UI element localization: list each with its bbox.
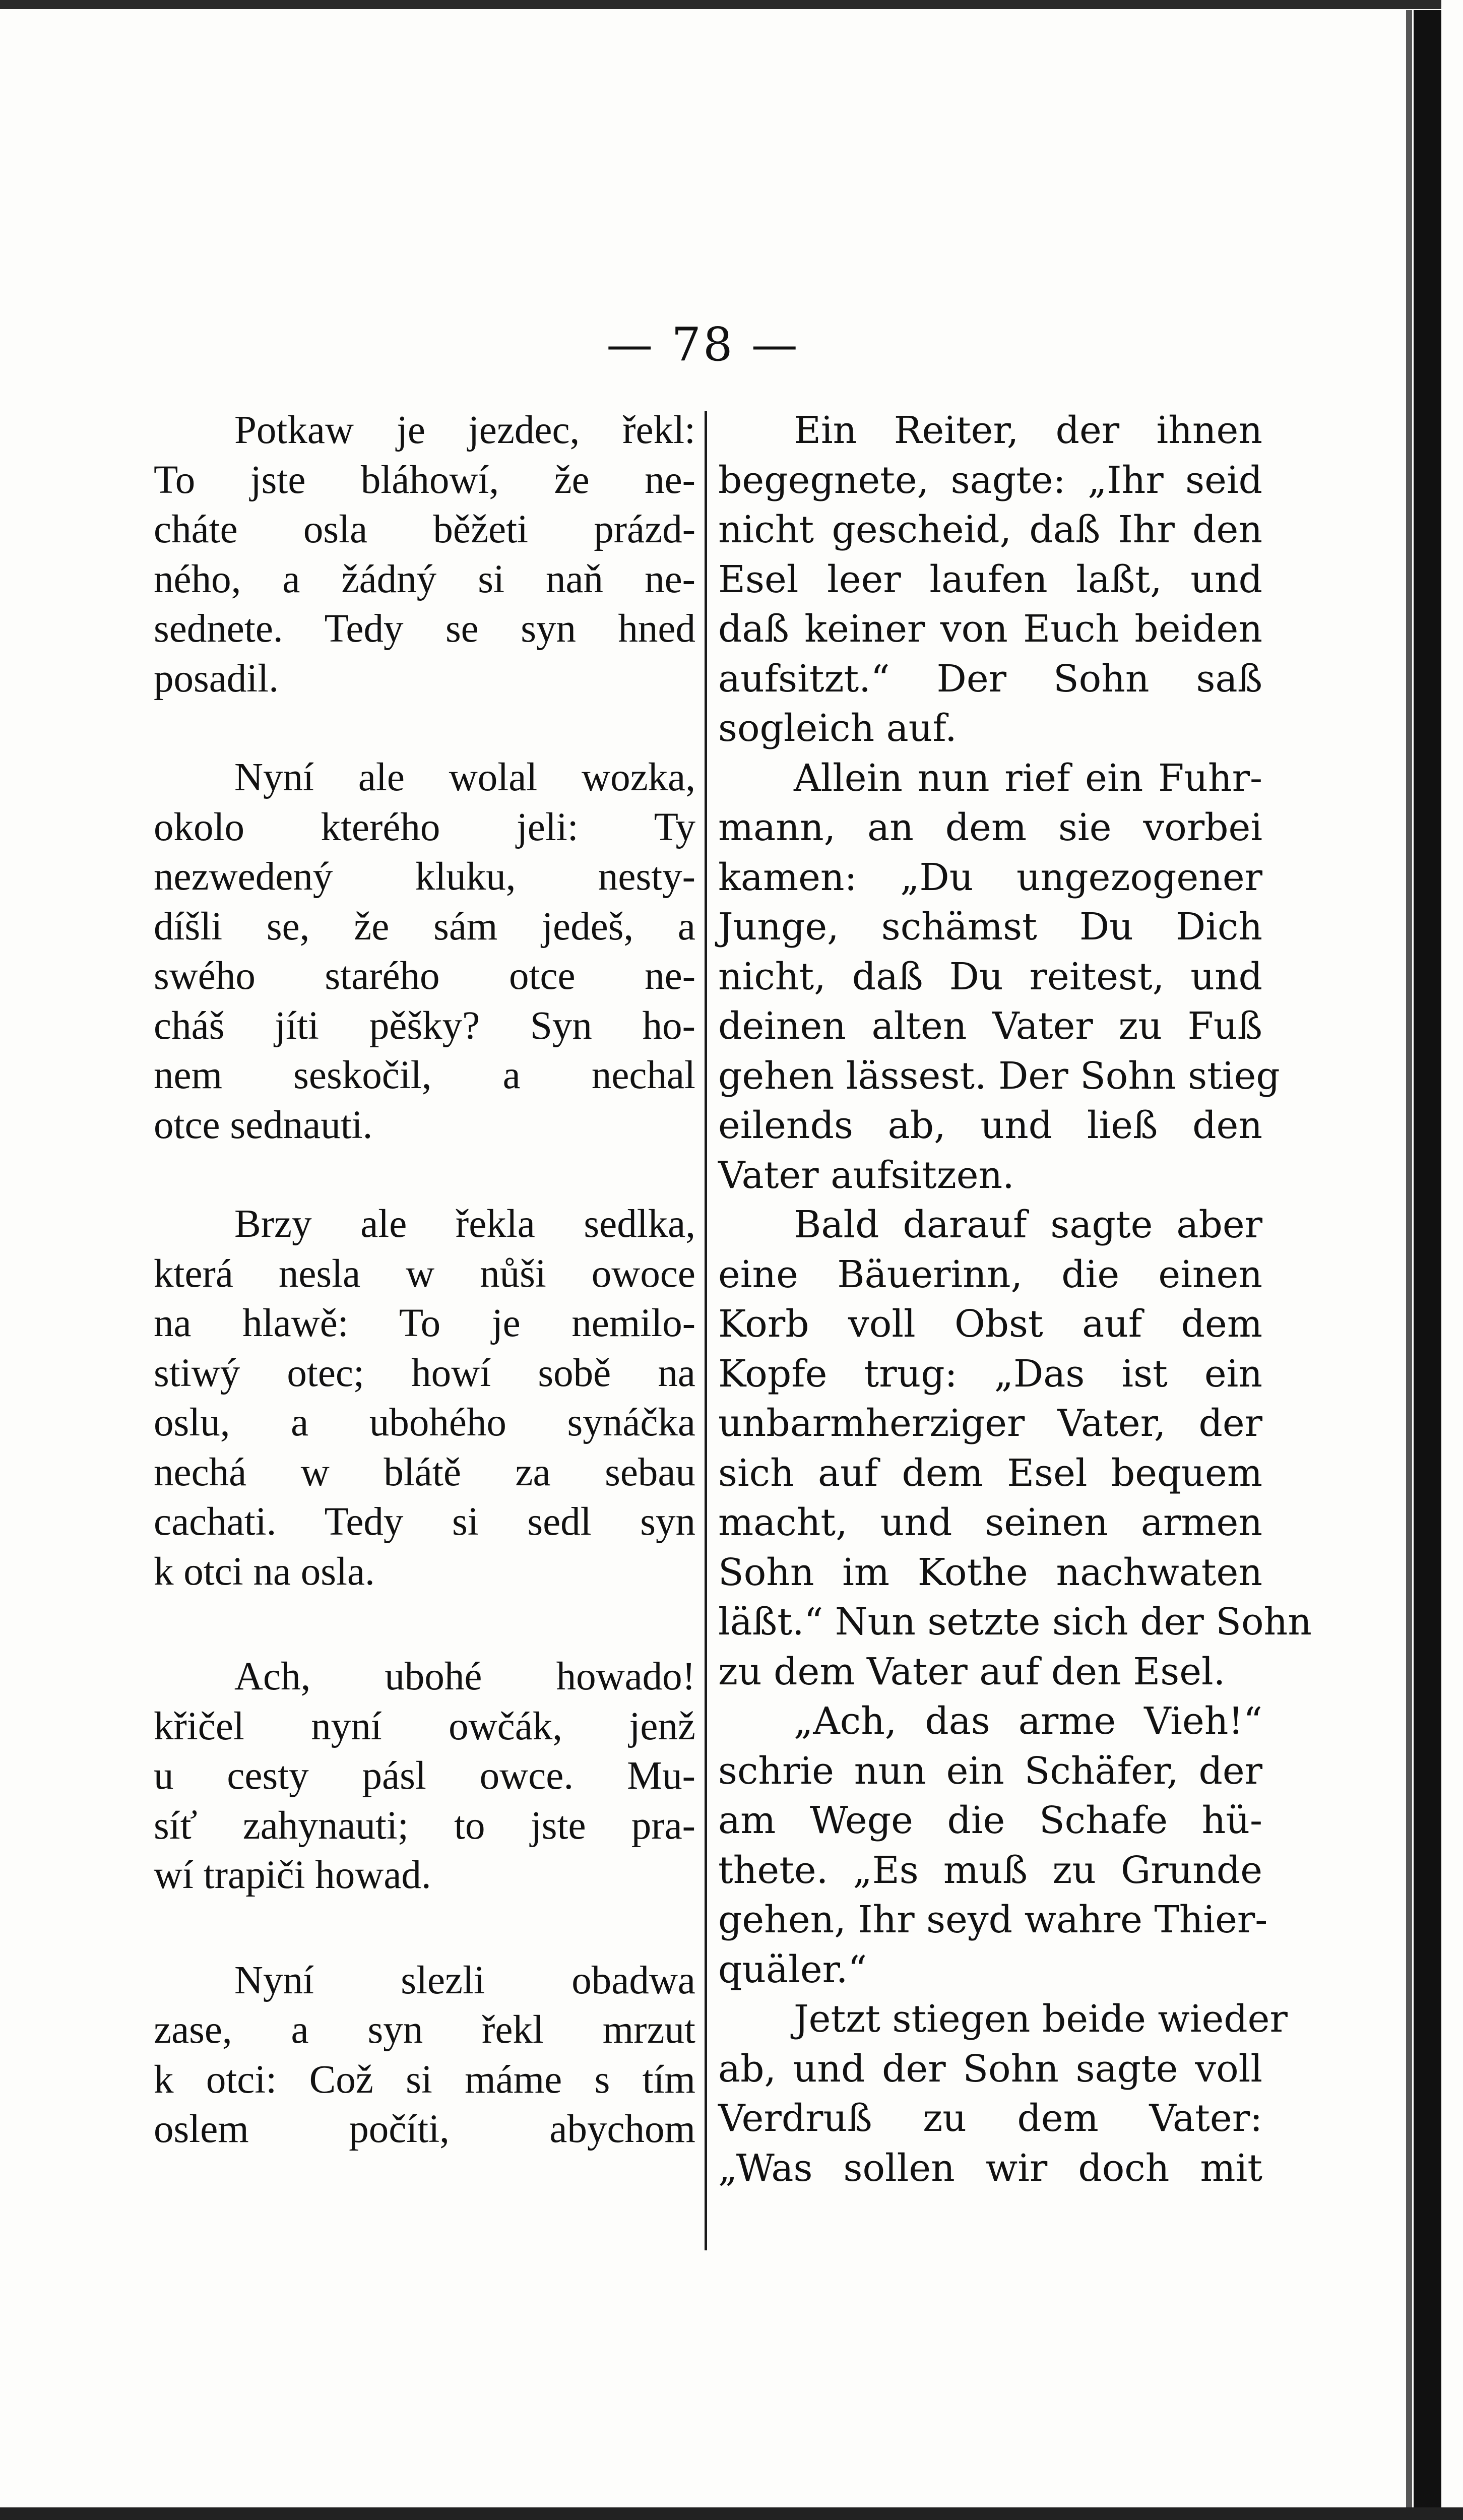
text-line: Potkaw je jezdec, řekl: [234,408,695,452]
text-line: Ein Reiter, der ihnen [794,409,1262,452]
text-line: cháte osla běžeti prázd- [154,508,695,551]
text-line: zu dem Vater auf den Esel. [718,1650,1226,1693]
text-line: díšli se, že sám jedeš, a [154,904,695,949]
text-line: nezwedený kluku, nesty- [154,855,695,899]
text-line: „Ach, das arme Vieh!“ [794,1699,1262,1743]
text-line: oslem počíti, abychom [154,2107,695,2151]
text-line: „Was sollen wir doch mit [718,2146,1262,2190]
scan-border-bottom [0,2507,1463,2520]
text-line: gehen lässest. Der Sohn stieg [718,1054,1280,1098]
text-line: Nyní slezli obadwa [234,1958,695,2002]
text-line: sogleich auf. [718,707,957,750]
german-column [718,406,1312,2193]
text-line: begegnete, sagte: „Ihr seid [718,458,1262,502]
german-paragraph-3 [718,1200,1312,1696]
german-paragraph-1 [718,406,1262,753]
text-line: nicht, daß Du reitest, und [718,955,1262,998]
text-line: Verdruß zu dem Vater: [718,2097,1262,2140]
text-line: síť zahynauti; to jste pra- [154,1803,695,1848]
text-line: Ach, ubohé howado! [234,1655,695,1698]
text-line: posadil. [154,656,279,701]
text-line: nem seskočil, a nechal [154,1053,695,1097]
text-line: nicht gescheid, daß Ihr den [718,508,1262,551]
text-line: cháš jíti pěšky? Syn ho- [154,1003,695,1048]
page-number: — 78 — [606,318,800,371]
text-line: Kopfe trug: „Das ist ein [718,1352,1262,1396]
czech-paragraph-1 [154,406,695,704]
text-line: Nyní ale wolal wozka, [234,755,695,799]
text-line: Allein nun rief ein Fuhr- [794,756,1262,800]
text-line: thete. „Es muß zu Grunde [718,1848,1262,1892]
text-line: stiwý otec; howí sobě na [154,1351,695,1395]
text-line: mann, an dem sie vorbei [718,806,1262,849]
text-line: okolo kterého jeli: Ty [154,805,695,849]
text-line: am Wege die Schafe hü- [718,1799,1262,1842]
text-line: Vater aufsitzen. [718,1153,1014,1197]
text-line: gehen, Ihr seyd wahre Thier- [718,1898,1268,1941]
text-line: läßt.“ Nun setzte sich der Sohn [718,1600,1312,1644]
text-line: schrie nun ein Schäfer, der [718,1749,1262,1793]
text-line: na hlawě: To je nemilo- [154,1301,695,1345]
text-line: swého starého otce ne- [154,954,695,998]
text-line: wí trapiči howad. [154,1853,431,1897]
text-line: eilends ab, und ließ den [718,1104,1262,1147]
text-line: otce sednauti. [154,1103,373,1147]
text-line: u cesty pásl owce. Mu- [154,1754,695,1798]
german-paragraph-2 [718,753,1280,1201]
text-line: quäler.“ [718,1947,867,1991]
text-line: aufsitzt.“ Der Sohn saß [718,657,1262,701]
text-line: k otci na osla. [154,1549,375,1594]
column-divider [705,411,707,2250]
text-line: křičel nyní owčák, jenž [154,1704,695,1748]
text-line: ab, und der Sohn sagte voll [718,2047,1262,2091]
text-line: To jste bláhowí, že ne- [154,458,695,502]
text-line: Esel leer laufen laßt, und [718,557,1262,601]
czech-paragraph-3 [154,1200,695,1597]
text-line: Sohn im Kothe nachwaten [718,1550,1262,1594]
text-line: cachati. Tedy si sedl syn [154,1500,695,1544]
text-line: macht, und seinen armen [718,1501,1262,1544]
text-line: Brzy ale řekla sedlka, [234,1202,695,1246]
text-line: Bald darauf sagte aber [794,1203,1262,1246]
text-line: Junge, schämst Du Dich [718,905,1262,949]
text-line: Korb voll Obst auf dem [718,1302,1262,1346]
text-line: která nesla w nůši owoce [154,1251,695,1296]
text-line: zase, a syn řekl mrzut [154,2008,695,2052]
scan-border-top [0,0,1441,9]
czech-paragraph-5 [154,1956,695,2155]
text-line: Jetzt stiegen beide wieder [794,1997,1288,2041]
text-line: deinen alten Vater zu Fuß [718,1004,1262,1048]
czech-column [154,406,695,2155]
text-line: unbarmherziger Vater, der [718,1402,1262,1445]
text-line: daß keiner von Euch beiden [718,607,1262,651]
czech-paragraph-4 [154,1652,695,1901]
german-paragraph-5 [718,1994,1288,2193]
page-gutter-shadow [1406,10,1412,2520]
text-line: eine Bäuerinn, die einen [718,1252,1262,1296]
text-line: k otci: Což si máme s tím [154,2057,695,2102]
text-line: ného, a žádný si naň ne- [154,557,695,601]
czech-paragraph-2 [154,753,695,1150]
text-line: kamen: „Du ungezogener [718,855,1262,899]
scan-border-right [1414,10,1441,2520]
text-line: nechá w blátě za sebau [154,1450,695,1494]
text-line: sich auf dem Esel bequem [718,1451,1262,1495]
german-paragraph-4 [718,1696,1268,1994]
text-line: oslu, a ubohého synáčka [154,1401,695,1444]
text-line: sednete. Tedy se syn hned [154,607,695,651]
